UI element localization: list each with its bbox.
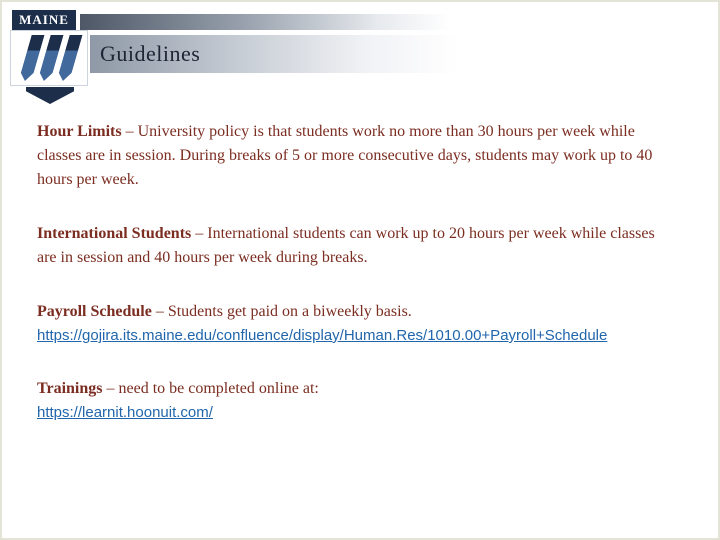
paragraph-lead: Trainings	[37, 380, 103, 397]
header-title-band	[90, 35, 458, 73]
payroll-schedule-link[interactable]: https://gojira.its.maine.edu/confluence/display/Human.Res/1010.00+Payroll+Schedule	[37, 327, 608, 344]
paragraph-text: – International students can work up to 20 hours per week while classes are in session and 40 hours per week during breaks.	[37, 225, 655, 266]
paragraph-lead: Payroll Schedule	[37, 303, 152, 320]
paragraph-lead: International Students	[37, 225, 192, 242]
maine-wordmark: MAINE	[12, 10, 76, 30]
paragraph-text: – Students get paid on a biweekly basis.	[151, 303, 412, 320]
paragraph-lead: Hour Limits	[37, 123, 122, 140]
paragraph-hour-limits	[37, 120, 665, 192]
paragraph-international-students	[37, 222, 665, 270]
paragraph-payroll-schedule	[37, 300, 665, 347]
umaine-crest-icon	[10, 30, 88, 86]
slide-body	[37, 120, 665, 454]
trainings-link[interactable]: https://learnit.hoonuit.com/	[37, 404, 213, 421]
paragraph-text: – need to be completed online at:	[102, 380, 319, 397]
logo-chevron-icon	[26, 87, 74, 104]
paragraph-text: – University policy is that students work no more than 30 hours per week while classes are in session. During breaks of 5 or more consecutive days, students may work up to 40 hours per week.	[37, 123, 653, 188]
paragraph-trainings	[37, 377, 665, 424]
header-gradient-bar-top	[80, 14, 450, 30]
umaine-logo	[10, 8, 92, 106]
slide-title: Guidelines	[100, 41, 201, 66]
